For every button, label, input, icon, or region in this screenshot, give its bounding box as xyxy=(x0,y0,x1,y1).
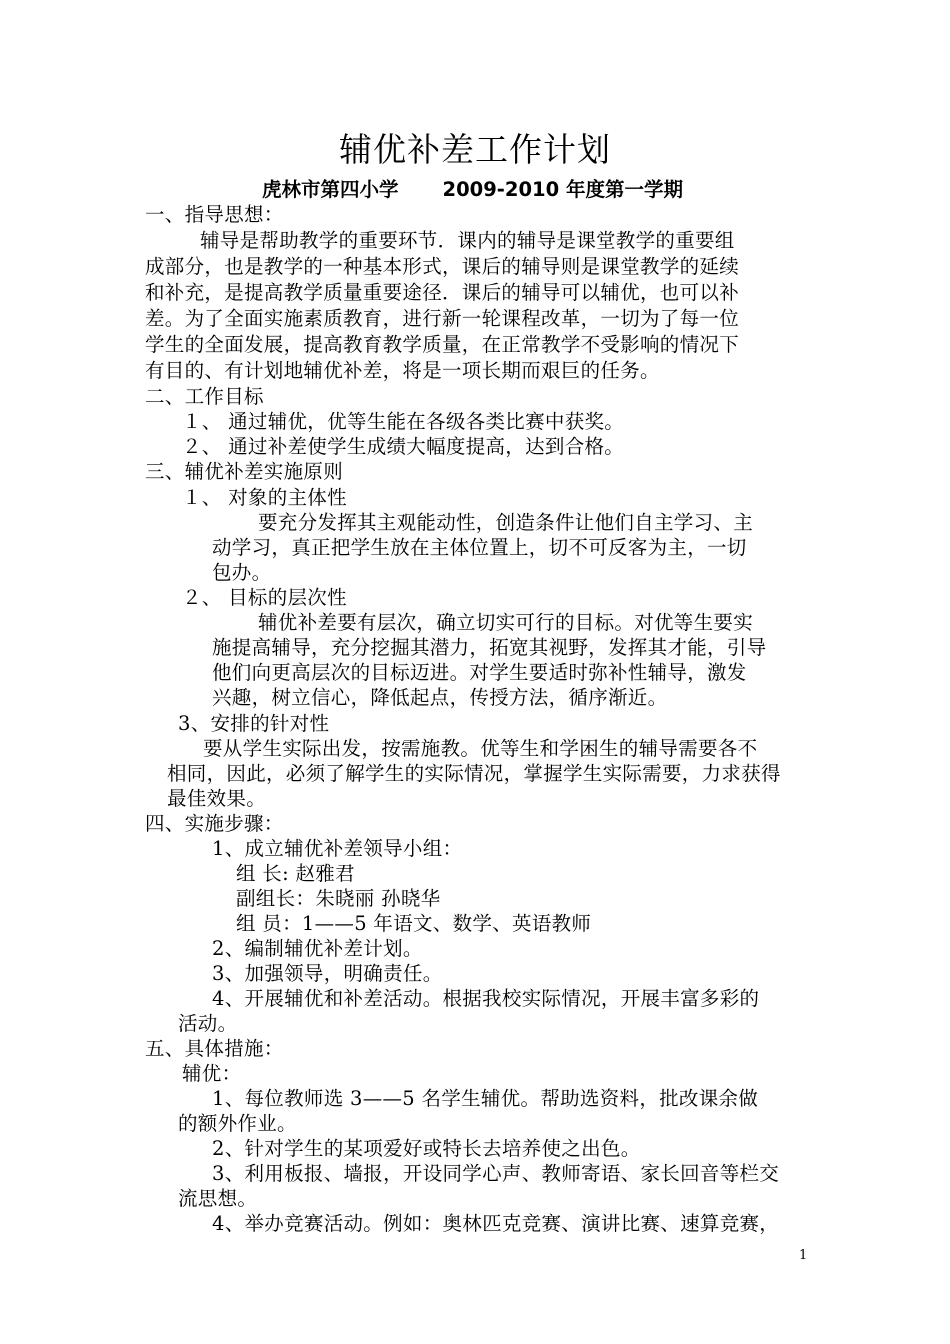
list-item: 副组长：朱晓丽 孙晓华 xyxy=(236,887,441,910)
body-line: 成部分，也是教学的一种基本形式，课后的辅导则是课堂教学的延续 xyxy=(145,255,740,278)
section-heading: 二、工作目标 xyxy=(145,385,264,408)
subheading: ２、 目标的层次性 xyxy=(182,586,347,609)
body-line: 包办。 xyxy=(212,561,272,584)
body-line: 的额外作业。 xyxy=(178,1112,297,1135)
body-line: 流思想。 xyxy=(178,1187,258,1210)
list-item: 2、编制辅优补差计划。 xyxy=(212,937,423,960)
section-heading: 三、辅优补差实施原则 xyxy=(145,460,344,483)
body-line: 差。为了全面实施素质教育，进行新一轮课程改革，一切为了每一位 xyxy=(145,307,740,330)
list-item: 3、利用板报、墙报，开设同学心声、教师寄语、家长回音等栏交 xyxy=(212,1162,780,1185)
list-item: ２、 通过补差使学生成绩大幅度提高，达到合格。 xyxy=(182,435,625,458)
body-line: 兴趣，树立信心，降低起点，传授方法，循序渐近。 xyxy=(212,686,668,709)
body-line: 辅优补差要有层次，确立切实可行的目标。对优等生要实 xyxy=(258,611,754,634)
body-line: 学生的全面发展，提高教育教学质量，在正常教学不受影响的情况下 xyxy=(145,333,740,356)
subheading: １、 对象的主体性 xyxy=(182,486,347,509)
school-term: 2009-2010 年度第一学期 xyxy=(442,178,683,201)
list-item: 1、成立辅优补差领导小组： xyxy=(212,837,463,860)
list-item: １、 通过辅优，优等生能在各级各类比赛中获奖。 xyxy=(182,410,625,433)
body-line: 要充分发挥其主观能动性，创造条件让他们自主学习、主 xyxy=(258,511,754,534)
list-item: 组 长: 赵雅君 xyxy=(236,862,355,885)
body-line: 动学习，真正把学生放在主体位置上，切不可反客为主，一切 xyxy=(212,536,747,559)
list-item: 2、针对学生的某项爱好或特长去培养使之出色。 xyxy=(212,1137,641,1160)
body-line: 有目的、有计划地辅优补差，将是一项长期而艰巨的任务。 xyxy=(145,359,660,382)
subheading: 3、安排的针对性 xyxy=(178,712,330,735)
list-item: 1、每位教师选 3——5 名学生辅优。帮助选资料，批改课余做 xyxy=(212,1087,759,1110)
section-heading: 一、指导思想： xyxy=(145,203,284,226)
body-line: 最佳效果。 xyxy=(167,787,267,810)
body-line: 他们向更高层次的目标迈进。对学生要适时弥补性辅导，激发 xyxy=(212,661,747,684)
list-item: 4、举办竞赛活动。例如：奥林匹克竞赛、演讲比赛、速算竞赛， xyxy=(212,1212,780,1235)
school-name: 虎林市第四小学 xyxy=(262,178,399,201)
section-heading: 五、具体措施： xyxy=(145,1037,284,1060)
body-line: 相同，因此，必须了解学生的实际情况，掌握学生实际需要，力求获得 xyxy=(167,762,781,785)
body-line: 和补充，是提高教学质量重要途径．课后的辅导可以辅优，也可以补 xyxy=(145,281,740,304)
page-number: 1 xyxy=(799,1248,808,1263)
body-line: 要从学生实际出发，按需施教。优等生和学困生的辅导需要各不 xyxy=(203,737,758,760)
body-line: 活动。 xyxy=(178,1012,238,1035)
list-item: 3、加强领导，明确责任。 xyxy=(212,962,443,985)
list-item: 4、开展辅优和补差活动。根据我校实际情况，开展丰富多彩的 xyxy=(212,987,760,1010)
document-subtitle xyxy=(262,178,683,202)
body-line: 施提高辅导，充分挖掘其潜力，拓宽其视野，发挥其才能，引导 xyxy=(212,636,767,659)
subheading: 辅优： xyxy=(182,1062,242,1085)
body-line: 辅导是帮助教学的重要环节．课内的辅导是课堂教学的重要组 xyxy=(200,229,735,252)
document-title: 辅优补差工作计划 xyxy=(339,130,611,169)
section-heading: 四、实施步骤： xyxy=(145,812,284,835)
list-item: 组 员：1——5 年语文、数学、英语教师 xyxy=(236,912,592,935)
